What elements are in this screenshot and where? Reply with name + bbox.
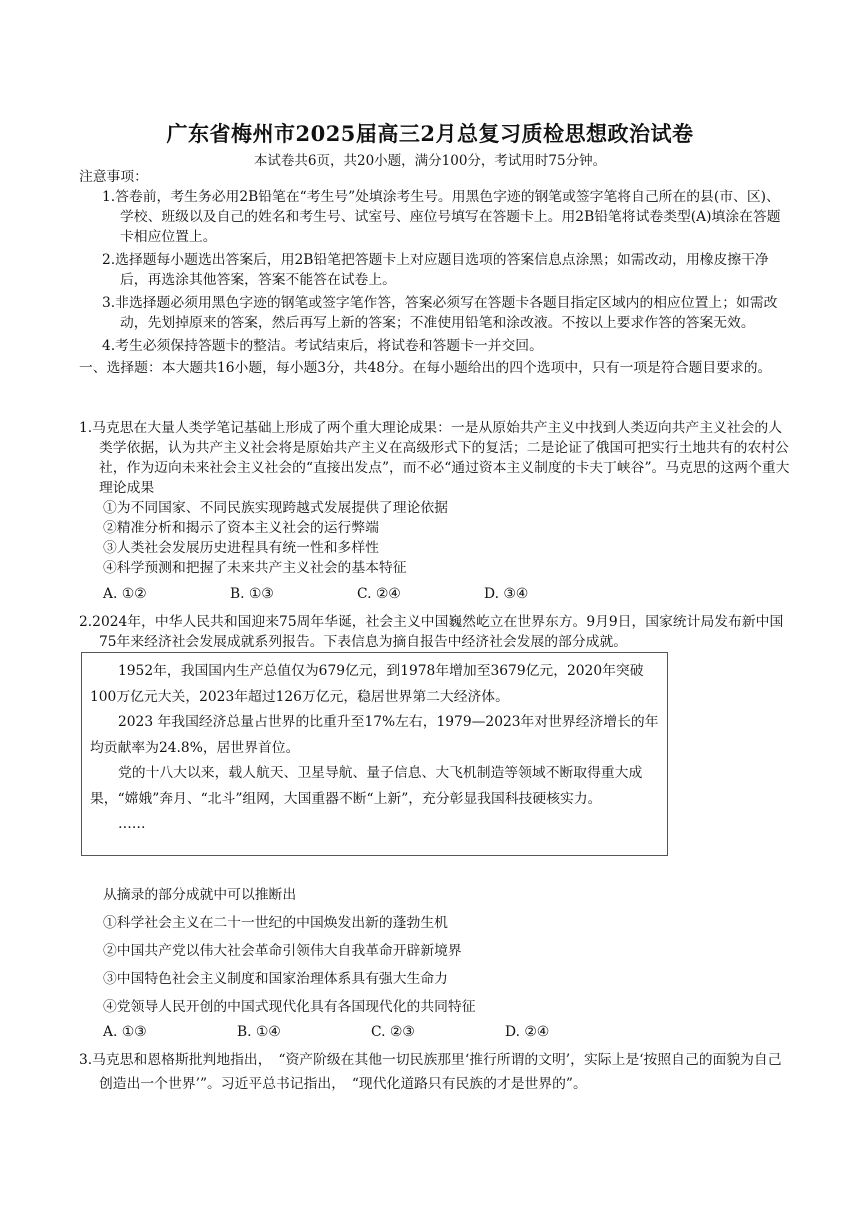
notice-item: 2.选择题每小题选出答案后，用2B铅笔把答题卡上对应题目选项的答案信息点涂黑；如需改动，用橡皮擦干净后，再选涂其他答案，答案不能答在试卷上。 [102,252,769,288]
achievement-excerpt-box [81,652,668,856]
section-heading: 一、选择题：本大题共16小题，每小题3分，共48分。在每小题给出的四个选项中，只有一项是符合题目要求的。 [79,360,772,376]
excerpt-paragraph: 2023 年我国经济总量占世界的比重升至17%左右，1979—2023年对世界经济增长的年均贡献率为24.8%，居世界首位。 [90,714,659,756]
option-a: A. ①③ [103,1024,147,1040]
question-1-options [79,584,791,604]
statement-item: ②精准分析和揭示了资本主义社会的运行弊端 [103,520,379,536]
option-b: B. ①④ [237,1024,281,1040]
excerpt-ellipsis: …… [118,816,146,832]
question-2 [79,612,791,652]
question-1-stem: 1.马克思在大量人类学笔记基础上形成了两个重大理论成果：一是从原始共产主义中找到人类迈向共产主义社会的人类学依据，认为共产主义社会将是原始共产主义在高级形式下的复活；二是论证了俄国可把实行土地共有的农村公社，作为迈向未来社会主义社会的“直接出发点”，而不必“通过资本主义制度的卡夫丁峡谷”。马克思的这两个重大理论成果 [79,420,790,496]
statement-item: ①科学社会主义在二十一世纪的中国焕发出新的蓬勃生机 [103,915,448,931]
statement-item: ②中国共产党以伟大社会革命引领伟大自我革命开辟新境界 [103,943,462,959]
statement-item: ④党领导人民开创的中国式现代化具有各国现代化的共同特征 [103,999,476,1015]
excerpt-paragraph: 党的十八大以来，载人航天、卫星导航、量子信息、大飞机制造等领域不断取得重大成果，“嫦娥”奔月、“北斗”组网，大国重器不断“上新”，充分彰显我国科技硬核实力。 [90,765,643,807]
notice-list [102,187,792,359]
question-2-lead: 从摘录的部分成就中可以推断出 [103,887,297,903]
option-a: A. ①② [103,586,147,602]
notice-item: 3.非选择题必须用黑色字迹的钢笔或签字笔作答，答案必须写在答题卡各题目指定区域内的相应位置上；如需改动，先划掉原来的答案，然后再写上新的答案；不准使用铅笔和涂改液。不按以上要求作答的答案无效。 [102,295,778,331]
question-1 [79,418,791,604]
statement-item: ①为不同国家、不同民族实现跨越式发展提供了理论依据 [103,500,448,516]
exam-subtitle: 本试卷共6页，共20小题，满分100分，考试用时75分钟。 [253,153,607,169]
notice-item: 4.考生必须保持答题卡的整洁。考试结束后，将试卷和答题卡一并交回。 [102,338,543,354]
question-2-options [103,1024,639,1040]
option-b: B. ①③ [230,586,274,602]
option-c: C. ②③ [371,1024,415,1040]
question-2-stem: 2.2024年，中华人民共和国迎来75周年华诞，社会主义中国巍然屹立在世界东方。9月9日，国家统计局发布新中国75年来经济社会发展成就系列报告。下表信息为摘自报告中经济社会发展的部分成就。 [79,614,784,650]
question-3 [79,1048,791,1096]
option-d: D. ③④ [484,586,529,602]
notice-heading: 注意事项： [79,169,148,185]
option-c: C. ②④ [357,586,401,602]
question-1-statements [79,498,791,578]
question-3-stem: 3.马克思和恩格斯批判地指出， “资产阶级在其他一切民族那里‘推行所谓的文明’，实际上是‘按照自己的面貌为自己创造出一个世界’”。习近平总书记指出， “现代化道路只有民族的才是世界的”。 [79,1052,782,1092]
statement-item: ④科学预测和把握了未来共产主义社会的基本特征 [103,560,407,576]
excerpt-paragraph: 1952年，我国国内生产总值仅为679亿元，到1978年增加至3679亿元，2020年突破100万亿元大关，2023年超过126万亿元，稳居世界第二大经济体。 [90,663,644,705]
statement-item: ③人类社会发展历史进程具有统一性和多样性 [103,540,379,556]
notice-item: 1.答卷前，考生务必用2B铅笔在“考生号”处填涂考生号。用黑色字迹的钢笔或签字笔将自己所在的县(市、区)、学校、班级以及自己的姓名和考生号、试室号、座位号填写在答题卡上。用2B铅笔将试卷类型(A)填涂在答题卡相应位置上。 [102,189,781,245]
exam-title: 广东省梅州市2025届高三2月总复习质检思想政治试卷 [166,121,694,146]
option-d: D. ②④ [505,1024,550,1040]
statement-item: ③中国特色社会主义制度和国家治理体系具有强大生命力 [103,971,448,987]
